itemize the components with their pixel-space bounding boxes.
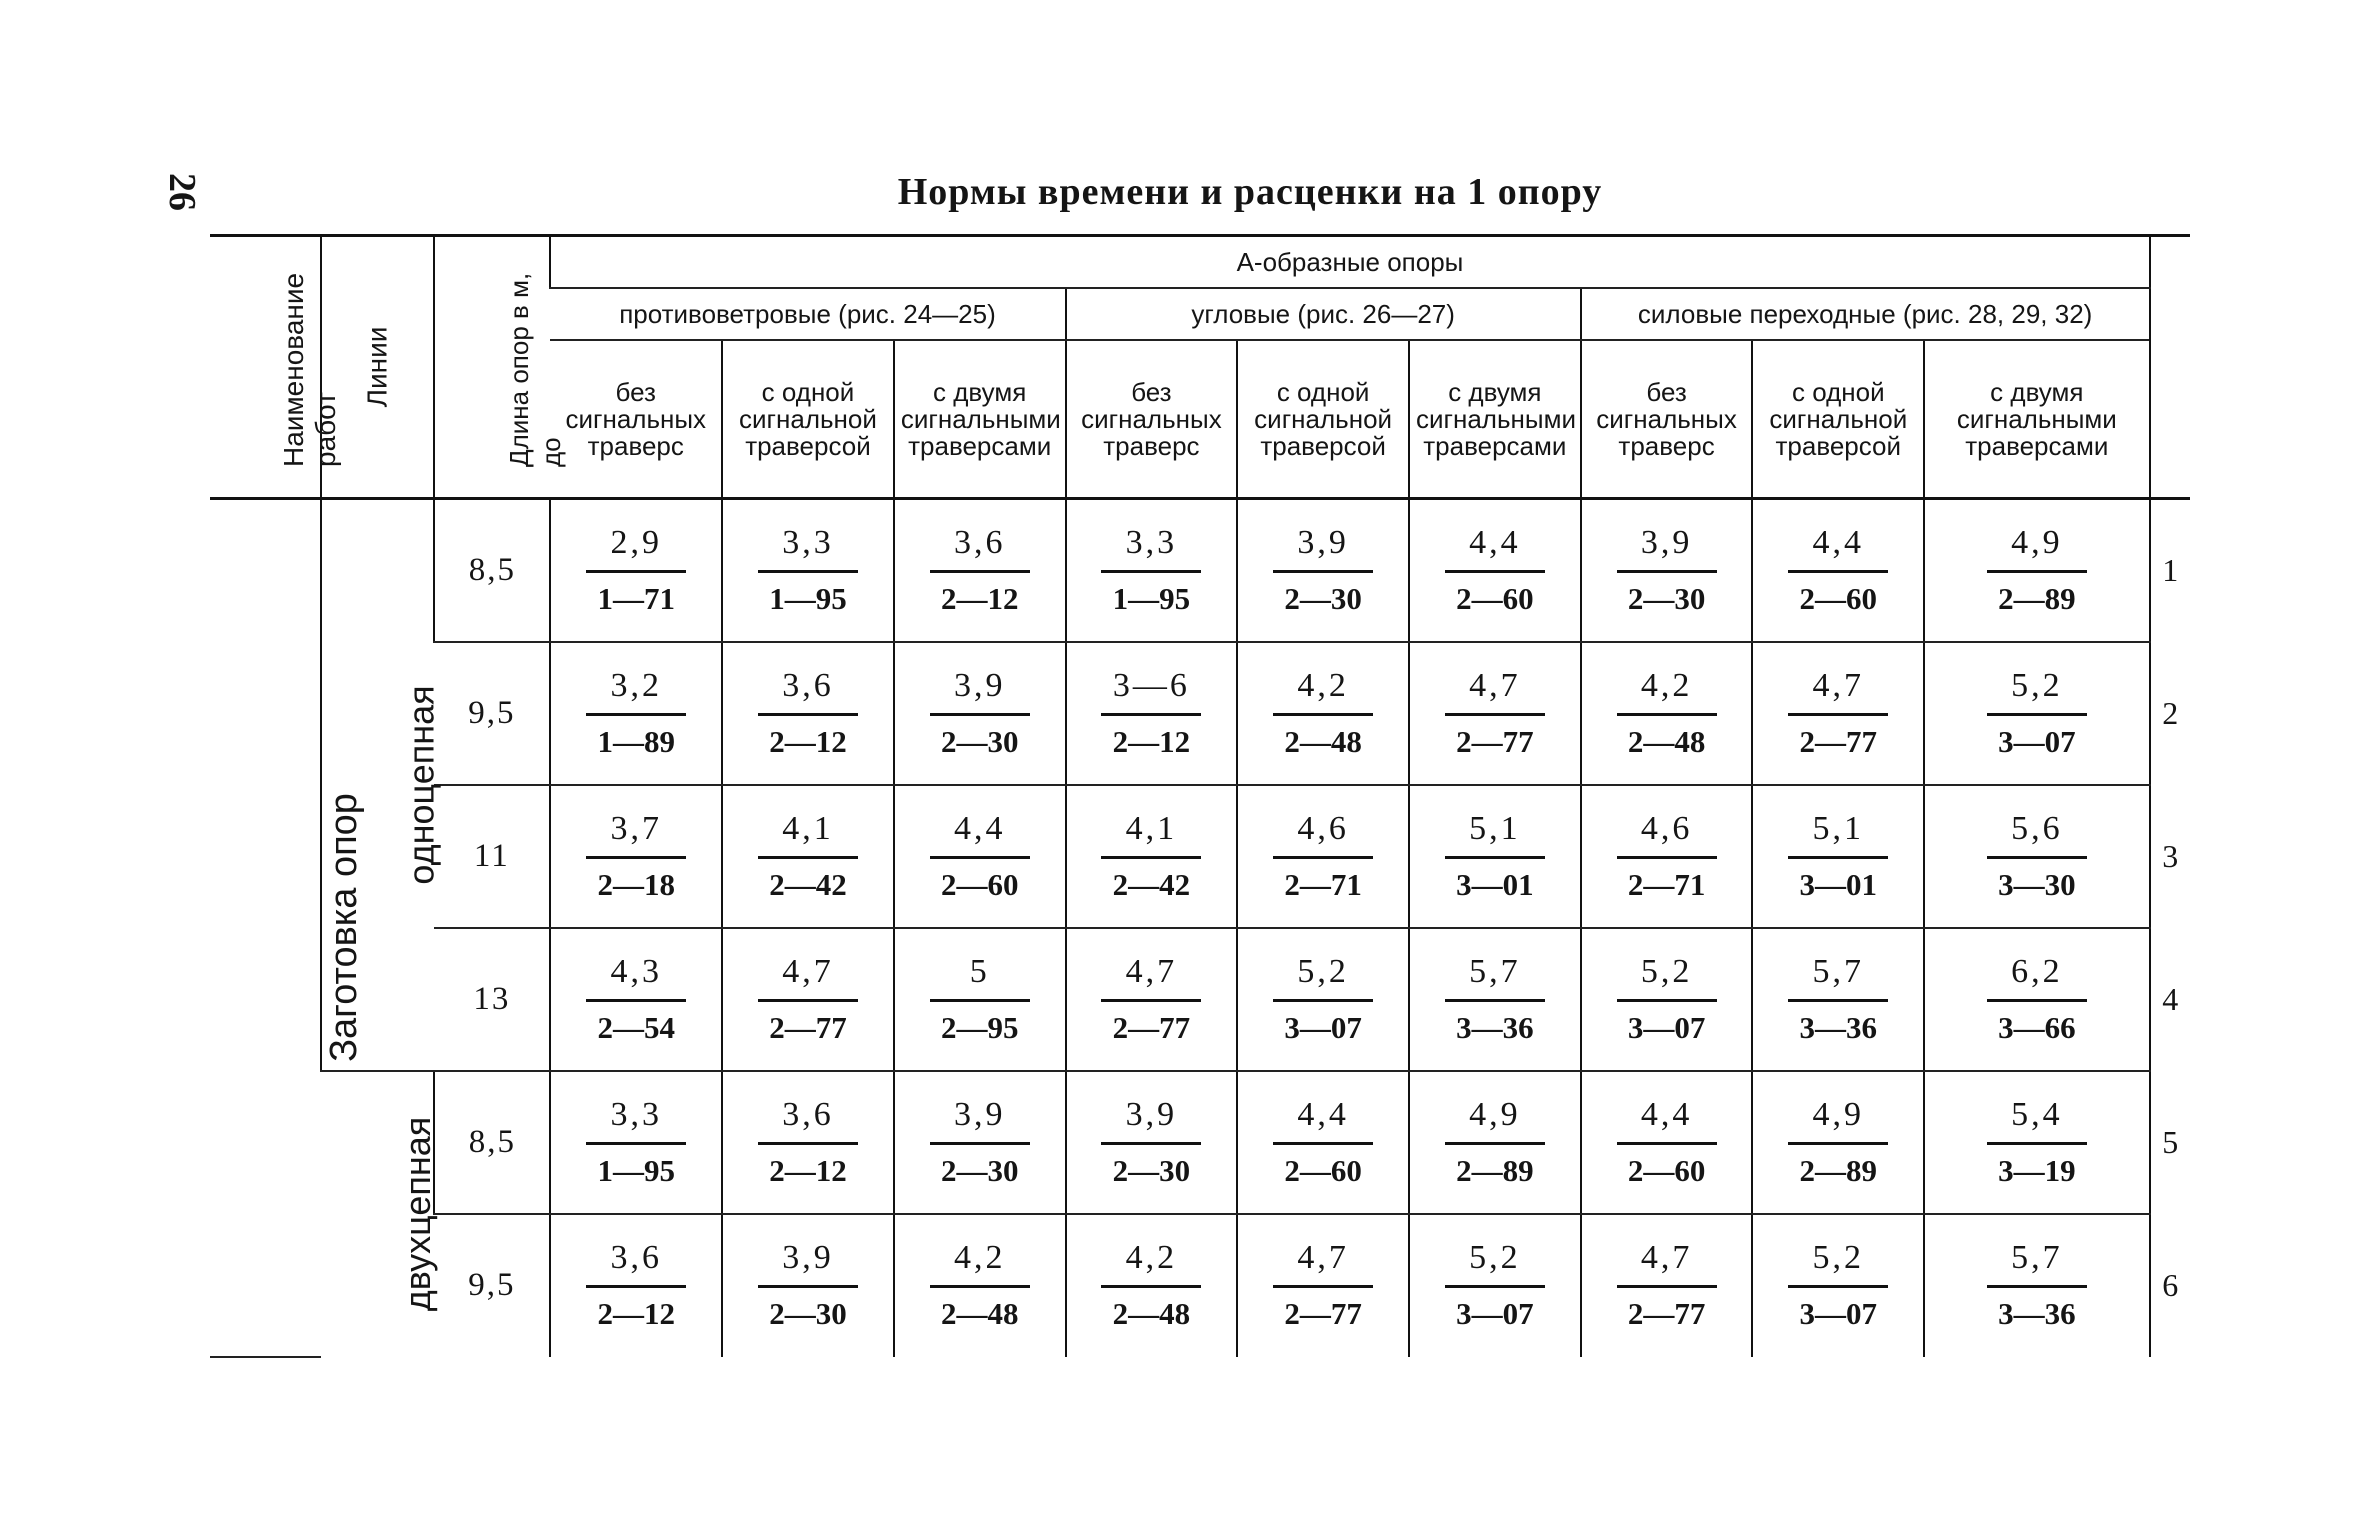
- time-norm: 5,2: [1788, 1239, 1888, 1288]
- column-header: с двумя сигнальными траверсами: [1409, 340, 1581, 499]
- length-cell: 9,5: [468, 1267, 516, 1303]
- time-norm: 4,7: [758, 953, 858, 1002]
- time-norm: 4,2: [1617, 667, 1717, 716]
- rate-value: 2—12: [597, 1296, 675, 1331]
- norm-fraction: [930, 1239, 1030, 1332]
- norm-fraction: [1273, 953, 1373, 1046]
- norm-cell: [1066, 499, 1238, 642]
- norm-fraction: [1445, 1096, 1545, 1189]
- column-header: без сигнальных траверс: [1581, 340, 1753, 499]
- norm-cell: [550, 1071, 722, 1214]
- time-norm: 3,9: [1617, 524, 1717, 573]
- norm-fraction: [1617, 1239, 1717, 1332]
- norm-fraction: [1987, 1096, 2087, 1189]
- time-norm: 4,9: [1445, 1096, 1545, 1145]
- norm-cell: [1409, 499, 1581, 642]
- norm-cell: [894, 785, 1066, 928]
- length-header: [434, 236, 567, 499]
- norm-cell: [1752, 928, 1924, 1071]
- time-norm: 5,1: [1445, 810, 1545, 859]
- column-header: с одной сигнальной траверсой: [722, 340, 894, 499]
- norm-cell: [1237, 1214, 1409, 1357]
- norm-cell: [550, 785, 722, 928]
- norm-cell: [1752, 1214, 1924, 1357]
- norm-fraction: [1101, 953, 1201, 1046]
- rate-value: 2—77: [1799, 723, 1878, 759]
- norm-fraction: [1788, 667, 1888, 760]
- time-norm: 5,7: [1445, 953, 1545, 1002]
- norm-cell: [1409, 1071, 1581, 1214]
- time-norm: 5,2: [1617, 953, 1717, 1002]
- rate-value: 2—12: [769, 1152, 847, 1188]
- norm-cell: [894, 928, 1066, 1071]
- norm-cell: [1237, 1071, 1409, 1214]
- norm-cell: [894, 499, 1066, 642]
- norm-cell: [1409, 785, 1581, 928]
- column-header: с двумя сигнальными траверсами: [1924, 340, 2149, 499]
- rate-value: 2—12: [769, 723, 847, 759]
- table-row: [210, 785, 2190, 928]
- line-header-label: Линии: [361, 326, 393, 408]
- norm-cell: [550, 642, 722, 785]
- column-header: с одной сигнальной траверсой: [1237, 340, 1409, 499]
- norm-cell: [722, 785, 894, 928]
- norm-cell: [894, 642, 1066, 785]
- norm-fraction: [1101, 667, 1201, 760]
- time-norm: 5,6: [1987, 810, 2087, 859]
- norm-cell: [1924, 1071, 2149, 1214]
- work-name-header-label: Наименование работ: [278, 272, 341, 467]
- time-norm: 4,9: [1987, 524, 2087, 573]
- group-header: А-образные опоры: [550, 236, 2149, 289]
- time-norm: 4,7: [1617, 1239, 1717, 1288]
- rate-value: 3—07: [1284, 1009, 1362, 1045]
- rate-value: 2—60: [1284, 1152, 1362, 1188]
- norm-fraction: [758, 667, 858, 760]
- norm-cell: [1409, 928, 1581, 1071]
- rate-value: 2—42: [769, 866, 847, 902]
- time-norm: 5,7: [1788, 953, 1888, 1002]
- time-norm: 4,4: [1617, 1096, 1717, 1145]
- norm-fraction: [758, 524, 858, 617]
- time-norm: 3,9: [1273, 524, 1373, 573]
- norm-fraction: [1987, 667, 2087, 760]
- norm-cell: [1066, 928, 1238, 1071]
- rate-value: 2—71: [1627, 866, 1706, 902]
- norm-cell: [1924, 785, 2149, 928]
- norm-fraction: [1273, 1239, 1373, 1332]
- norm-fraction: [1101, 524, 1201, 617]
- norm-cell: [1581, 642, 1753, 785]
- table-header: [210, 236, 2190, 499]
- norm-fraction: [586, 953, 686, 1046]
- rate-value: 3—36: [1456, 1009, 1534, 1045]
- time-norm: 3,2: [586, 667, 686, 716]
- norm-fraction: [930, 810, 1030, 903]
- time-norm: 5,4: [1987, 1096, 2087, 1145]
- norm-cell: [1752, 499, 1924, 642]
- time-norm: 4,6: [1617, 810, 1717, 859]
- time-norm: 3,6: [586, 1239, 686, 1288]
- time-norm: 5: [930, 953, 1030, 1002]
- norm-cell: [1581, 1071, 1753, 1214]
- time-norm: 3,3: [586, 1096, 686, 1145]
- norm-fraction: [1617, 1096, 1717, 1189]
- norm-cell: [1581, 785, 1753, 928]
- rate-value: 2—30: [769, 1296, 847, 1331]
- rate-value: 1—95: [1112, 580, 1191, 616]
- rate-value: 2—18: [597, 866, 675, 902]
- time-norm: 2,9: [586, 524, 686, 573]
- line-type-label: двухцепная: [397, 1116, 439, 1312]
- rate-value: 2—30: [940, 1152, 1019, 1188]
- norm-fraction: [1273, 524, 1373, 617]
- norm-fraction: [1445, 810, 1545, 903]
- time-norm: 3,9: [758, 1239, 858, 1288]
- time-norm: 5,2: [1445, 1239, 1545, 1288]
- time-norm: 3,3: [1101, 524, 1201, 573]
- time-norm: 4,2: [1101, 1239, 1201, 1288]
- rate-value: 2—89: [1998, 580, 2076, 616]
- norm-cell: [722, 1071, 894, 1214]
- norm-cell: [1237, 785, 1409, 928]
- norm-cell: [1924, 642, 2149, 785]
- rate-value: 3—01: [1456, 866, 1534, 902]
- time-norm: 4,4: [1788, 524, 1888, 573]
- time-norm: 4,4: [930, 810, 1030, 859]
- norm-fraction: [1101, 1096, 1201, 1189]
- time-norm: 3,6: [758, 667, 858, 716]
- norms-table: [210, 234, 2190, 1358]
- rate-value: 2—48: [1627, 723, 1706, 759]
- norm-fraction: [1617, 810, 1717, 903]
- rate-value: 2—48: [940, 1296, 1019, 1331]
- norm-cell: [1066, 1071, 1238, 1214]
- time-norm: 3,9: [930, 1096, 1030, 1145]
- rate-value: 3—07: [1456, 1296, 1534, 1331]
- time-norm: 4,9: [1788, 1096, 1888, 1145]
- rate-value: 2—77: [1627, 1296, 1706, 1331]
- rate-value: 2—30: [1627, 580, 1706, 616]
- norm-fraction: [1273, 667, 1373, 760]
- time-norm: 4,7: [1273, 1239, 1373, 1288]
- rate-value: 3—66: [1998, 1009, 2076, 1045]
- norm-cell: [1409, 1214, 1581, 1357]
- page-title: Нормы времени и расценки на 1 опору: [897, 171, 1603, 213]
- norm-fraction: [1788, 810, 1888, 903]
- norm-fraction: [1617, 524, 1717, 617]
- table-row: [210, 1071, 2190, 1214]
- time-norm: 3,9: [930, 667, 1030, 716]
- rate-value: 2—12: [1112, 723, 1191, 759]
- table-row: [210, 928, 2190, 1071]
- norm-cell: [1924, 928, 2149, 1071]
- time-norm: 5,1: [1788, 810, 1888, 859]
- norm-cell: [722, 928, 894, 1071]
- time-norm: 4,1: [1101, 810, 1201, 859]
- norm-cell: [1924, 499, 2149, 642]
- length-header-label: Длина опор в м, до: [504, 272, 567, 467]
- rate-value: 2—77: [1112, 1009, 1191, 1045]
- time-norm: 6,2: [1987, 953, 2087, 1002]
- norm-cell: [1581, 928, 1753, 1071]
- row-number: 1: [2150, 499, 2190, 642]
- rate-value: 2—42: [1112, 866, 1191, 902]
- section-header: противоветровые (рис. 24—25): [550, 288, 1065, 340]
- norm-fraction: [1788, 953, 1888, 1046]
- norm-cell: [1409, 642, 1581, 785]
- norm-cell: [1581, 1214, 1753, 1357]
- norm-fraction: [1617, 953, 1717, 1046]
- rate-value: 1—95: [597, 1152, 675, 1188]
- norm-fraction: [930, 667, 1030, 760]
- norm-fraction: [1273, 810, 1373, 903]
- time-norm: 4,7: [1788, 667, 1888, 716]
- norm-cell: [1066, 642, 1238, 785]
- norm-fraction: [758, 953, 858, 1046]
- norm-fraction: [586, 1096, 686, 1189]
- norm-fraction: [930, 1096, 1030, 1189]
- norm-fraction: [1987, 953, 2087, 1046]
- norm-cell: [1581, 499, 1753, 642]
- norm-cell: [1237, 642, 1409, 785]
- rate-value: 3—36: [1998, 1296, 2076, 1331]
- rate-value: 3—30: [1998, 866, 2076, 902]
- rate-value: 2—48: [1112, 1296, 1191, 1331]
- length-cell: 11: [434, 785, 550, 928]
- rate-value: 1—71: [597, 580, 675, 616]
- rate-value: 2—12: [940, 580, 1019, 616]
- norm-cell: [1066, 785, 1238, 928]
- rate-value: 2—30: [940, 723, 1019, 759]
- rate-value: 2—77: [1284, 1296, 1362, 1331]
- norm-fraction: [1987, 524, 2087, 617]
- length-cell: 13: [434, 928, 550, 1071]
- rate-value: 1—95: [769, 580, 847, 616]
- norm-fraction: [1445, 524, 1545, 617]
- table-body: [210, 499, 2190, 1357]
- rate-value: 2—89: [1456, 1152, 1534, 1188]
- work-name-header: [210, 236, 341, 499]
- time-norm: 4,2: [930, 1239, 1030, 1288]
- section-header: угловые (рис. 26—27): [1066, 288, 1581, 340]
- time-norm: 5,7: [1987, 1239, 2087, 1288]
- norm-fraction: [1788, 1239, 1888, 1332]
- norm-fraction: [758, 1096, 858, 1189]
- norm-cell: [722, 642, 894, 785]
- norm-fraction: [1445, 667, 1545, 760]
- norm-fraction: [1788, 524, 1888, 617]
- length-cell: 8,5: [434, 1071, 550, 1214]
- row-number: 4: [2150, 928, 2190, 1071]
- rate-value: 2—89: [1799, 1152, 1878, 1188]
- norm-fraction: [586, 667, 686, 760]
- rate-value: 3—01: [1799, 866, 1878, 902]
- norm-fraction: [758, 810, 858, 903]
- time-norm: 4,1: [758, 810, 858, 859]
- line-type-cell: [321, 1071, 439, 1357]
- time-norm: 3—6: [1101, 667, 1201, 716]
- norm-cell: [1237, 499, 1409, 642]
- line-type-label: одноцепная: [400, 685, 442, 885]
- time-norm: 4,6: [1273, 810, 1373, 859]
- time-norm: 5,2: [1273, 953, 1373, 1002]
- norm-cell: [722, 499, 894, 642]
- norm-cell: [550, 928, 722, 1071]
- norm-cell: [894, 1214, 1066, 1357]
- rate-value: 2—48: [1284, 723, 1362, 759]
- table-row: [210, 642, 2190, 785]
- section-header: силовые переходные (рис. 28, 29, 32): [1581, 288, 2150, 340]
- rate-value: 2—60: [1799, 580, 1878, 616]
- rate-value: 3—07: [1799, 1296, 1878, 1331]
- norm-cell: [722, 1214, 894, 1357]
- time-norm: 5,2: [1987, 667, 2087, 716]
- norm-fraction: [1987, 1239, 2087, 1332]
- rate-value: 2—77: [1456, 723, 1534, 759]
- norm-cell: [1752, 642, 1924, 785]
- time-norm: 4,4: [1273, 1096, 1373, 1145]
- norm-fraction: [1788, 1096, 1888, 1189]
- rate-value: 2—54: [597, 1009, 675, 1045]
- rate-value: 2—60: [940, 866, 1019, 902]
- norm-fraction: [586, 810, 686, 903]
- norm-fraction: [1617, 667, 1717, 760]
- time-norm: 3,7: [586, 810, 686, 859]
- length-cell: 9,5: [434, 642, 550, 785]
- norm-fraction: [1101, 810, 1201, 903]
- rate-value: 2—30: [1112, 1152, 1191, 1188]
- time-norm: 3,6: [930, 524, 1030, 573]
- rate-value: 2—71: [1284, 866, 1362, 902]
- row-number: 5: [2150, 1071, 2190, 1214]
- time-norm: 4,4: [1445, 524, 1545, 573]
- norm-cell: [550, 499, 722, 642]
- rate-value: 2—77: [769, 1009, 847, 1045]
- norm-cell: [1924, 1214, 2149, 1357]
- time-norm: 3,9: [1101, 1096, 1201, 1145]
- norm-fraction: [1987, 810, 2087, 903]
- length-cell: 8,5: [434, 499, 550, 642]
- page-number: 26: [161, 173, 203, 211]
- table-row: [210, 1214, 2190, 1357]
- rate-value: 2—60: [1627, 1152, 1706, 1188]
- norm-fraction: [930, 524, 1030, 617]
- table-row: [210, 499, 2190, 642]
- work-name-cell: [210, 499, 365, 1357]
- rate-value: 2—95: [940, 1009, 1019, 1045]
- norm-fraction: [930, 953, 1030, 1046]
- rate-value: 3—07: [1998, 723, 2076, 759]
- row-number-header: [2150, 236, 2190, 499]
- time-norm: 4,3: [586, 953, 686, 1002]
- time-norm: 4,7: [1101, 953, 1201, 1002]
- norm-fraction: [1273, 1096, 1373, 1189]
- time-norm: 3,3: [758, 524, 858, 573]
- rate-value: 2—30: [1284, 580, 1362, 616]
- row-number: 3: [2150, 785, 2190, 928]
- work-name-label: Заготовка опор: [322, 793, 365, 1063]
- column-header: без сигнальных траверс: [550, 340, 722, 499]
- row-number: 6: [2150, 1214, 2190, 1357]
- norm-fraction: [1445, 1239, 1545, 1332]
- norm-cell: [1066, 1214, 1238, 1357]
- norm-cell: [894, 1071, 1066, 1214]
- norm-fraction: [586, 524, 686, 617]
- rate-value: 1—89: [597, 723, 675, 759]
- norm-fraction: [586, 1239, 686, 1332]
- rate-value: 3—36: [1799, 1009, 1878, 1045]
- norm-cell: [1237, 928, 1409, 1071]
- rate-value: 2—60: [1456, 580, 1534, 616]
- column-header: с двумя сигнальными траверсами: [894, 340, 1066, 499]
- norm-fraction: [1445, 953, 1545, 1046]
- time-norm: 3,6: [758, 1096, 858, 1145]
- rate-value: 3—07: [1627, 1009, 1706, 1045]
- time-norm: 4,2: [1273, 667, 1373, 716]
- time-norm: 4,7: [1445, 667, 1545, 716]
- rate-value: 3—19: [1998, 1152, 2076, 1188]
- norm-fraction: [758, 1239, 858, 1332]
- norm-fraction: [1101, 1239, 1201, 1332]
- column-header: с одной сигнальной траверсой: [1752, 340, 1924, 499]
- norm-cell: [550, 1214, 722, 1357]
- row-number: 2: [2150, 642, 2190, 785]
- column-header: без сигнальных траверс: [1066, 340, 1238, 499]
- norm-cell: [1752, 1071, 1924, 1214]
- norm-cell: [1752, 785, 1924, 928]
